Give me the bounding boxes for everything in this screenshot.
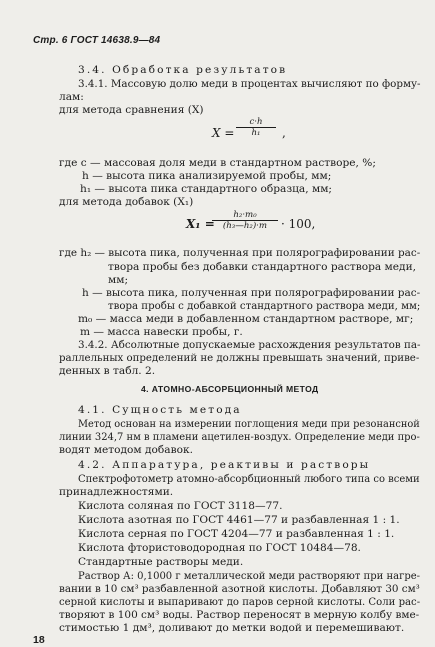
paragraph-line: Спектрофотометр атомно-абсорбционный любого типа со всеми bbox=[78, 474, 420, 485]
legend-line: твора пробы с добавкой стандартного раствора меди, мм; bbox=[108, 301, 421, 312]
formula-x1-denominator: (h₃—h₂)·m bbox=[212, 220, 278, 231]
paragraph-line: Кислота фтористоводородная по ГОСТ 10484—78. bbox=[78, 542, 361, 554]
formula-x1-numerator: h₂·m₀ bbox=[233, 210, 257, 220]
paragraph-line: творяют в 100 см³ воды. Раствор переносят в мерную колбу вме- bbox=[59, 609, 420, 621]
legend-line: h — высота пика, полученная при полярографировании рас- bbox=[82, 287, 421, 299]
section-title-4: 4. АТОМНО-АБСОРБЦИОННЫЙ МЕТОД bbox=[141, 384, 319, 394]
section-heading-3-4: 3.4. Обработка результатов bbox=[78, 64, 288, 76]
section-heading-4-1: 4.1. Сущность метода bbox=[78, 404, 242, 416]
formula-x-tail: , bbox=[282, 126, 286, 140]
legend-line: где h₂ — высота пика, полученная при полярографировании рас- bbox=[59, 247, 421, 259]
formula-x-numerator: c·h bbox=[249, 117, 263, 127]
paragraph-line: Метод основан на измерении поглощения меди при резонансной bbox=[78, 419, 420, 430]
legend-line: где c — массовая доля меди в стандартном растворе, %; bbox=[59, 157, 376, 169]
formula-x-lhs: X = bbox=[212, 126, 235, 140]
formula-x-denominator: h₁ bbox=[236, 127, 276, 138]
paragraph-line: для метода сравнения (X) bbox=[59, 104, 204, 116]
paragraph-line: 3.4.1. Массовую долю меди в процентах вычисляют по форму- bbox=[78, 78, 421, 90]
legend-line: h₁ — высота пика стандартного образца, мм; bbox=[80, 183, 333, 195]
paragraph-line: Кислота серная по ГОСТ 4204—77 и разбавленная 1 : 1. bbox=[78, 528, 395, 540]
legend-line: мм; bbox=[108, 274, 129, 286]
paragraph-line: 3.4.2. Абсолютные допускаемые расхождения результатов па- bbox=[78, 339, 421, 351]
paragraph-line: Кислота азотная по ГОСТ 4461—77 и разбавленная 1 : 1. bbox=[78, 514, 400, 526]
paragraph-line: стимостью 1 дм³, доливают до метки водой и перемешивают. bbox=[59, 622, 405, 634]
formula-x-fraction bbox=[236, 117, 276, 138]
formula-x1-tail: · 100, bbox=[281, 217, 316, 231]
paragraph-line: денных в табл. 2. bbox=[59, 365, 156, 377]
paragraph-line: раллельных определений не должны превышать значений, приве- bbox=[59, 353, 420, 364]
formula-x1-lhs: X₁ = bbox=[186, 217, 215, 231]
paragraph-line: лам: bbox=[59, 91, 84, 103]
page-header: Стр. 6 ГОСТ 14638.9—84 bbox=[33, 35, 161, 46]
paragraph-line: серной кислоты и выпаривают до паров серной кислоты. Соли рас- bbox=[59, 597, 421, 608]
paragraph-line: вании в 10 см³ разбавленной азотной кислоты. Добавляют 30 см³ bbox=[59, 583, 420, 595]
paragraph-line: принадлежностями. bbox=[59, 486, 174, 498]
paragraph-line: Стандартные растворы меди. bbox=[78, 556, 244, 568]
legend-line: m — масса навески пробы, г. bbox=[80, 326, 243, 338]
paragraph-line: Раствор А: 0,1000 г металлической меди растворяют при нагре- bbox=[78, 571, 421, 582]
section-heading-4-2: 4.2. Аппаратура, реактивы и растворы bbox=[78, 459, 371, 471]
legend-line: твора пробы без добавки стандартного раствора меди, bbox=[108, 261, 417, 273]
legend-line: h — высота пика анализируемой пробы, мм; bbox=[82, 170, 332, 182]
paragraph-line: Кислота соляная по ГОСТ 3118—77. bbox=[78, 500, 283, 512]
legend-line: m₀ — масса меди в добавленном стандартном растворе, мг; bbox=[78, 313, 414, 325]
paragraph-line: линии 324,7 нм в пламени ацетилен-воздух. Определение меди про- bbox=[59, 432, 420, 443]
paragraph-line: для метода добавок (X₁) bbox=[59, 196, 194, 208]
page-number: 18 bbox=[33, 634, 45, 646]
formula-x1-fraction bbox=[212, 210, 278, 231]
paragraph-line: водят методом добавок. bbox=[59, 444, 193, 456]
